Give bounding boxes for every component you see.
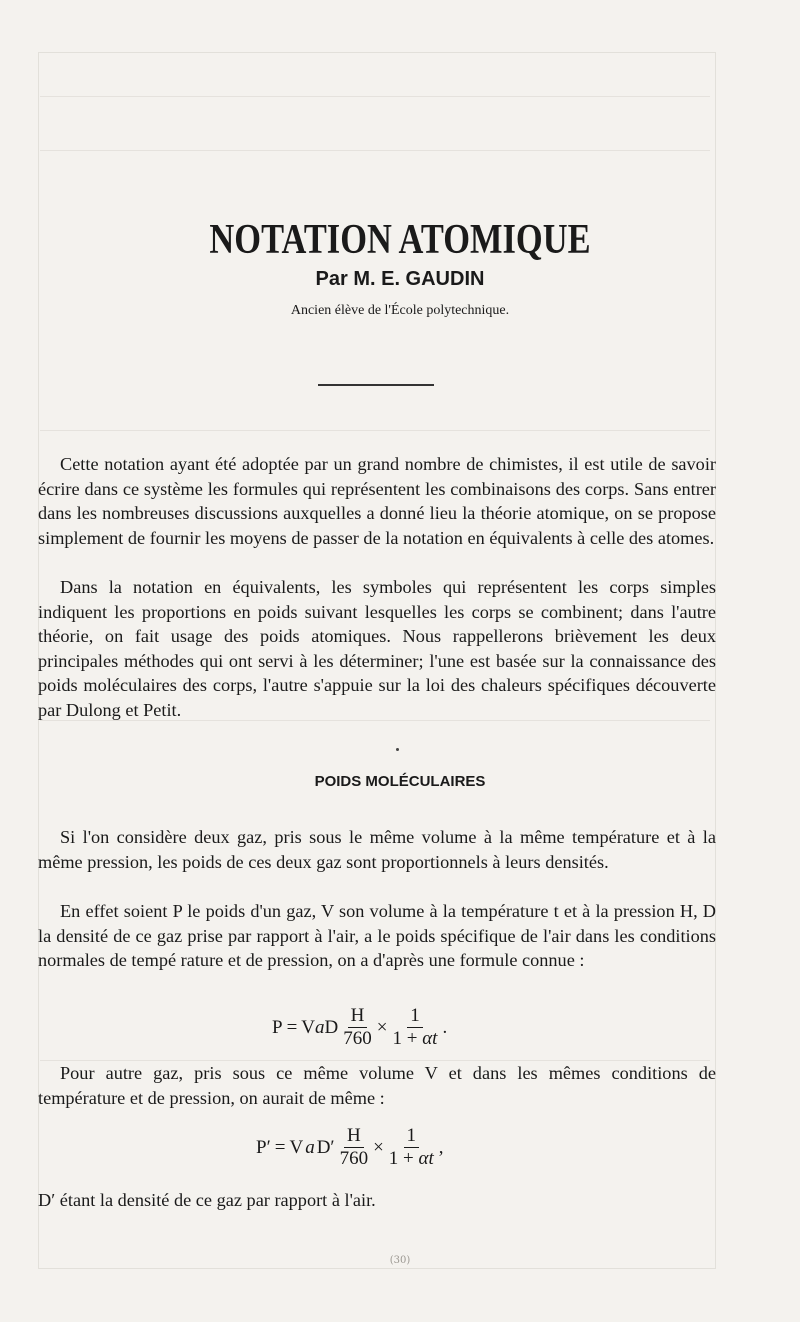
fraction-numerator: H <box>344 1125 364 1148</box>
fraction-numerator: 1 <box>404 1125 420 1148</box>
formula-fraction <box>389 1005 440 1050</box>
formula-operator: × <box>376 1016 388 1038</box>
formula-fraction <box>386 1125 437 1170</box>
formula-term: V <box>301 1016 316 1038</box>
fraction-numerator: H <box>348 1005 368 1028</box>
author-line: Par M. E. GAUDIN <box>315 268 485 290</box>
formula-operator: × <box>373 1136 384 1158</box>
formula-p-prime <box>256 1125 444 1170</box>
page-folio: (30) <box>389 1255 411 1266</box>
denominator-part: αt <box>418 1148 434 1169</box>
formula-operator: = <box>286 1016 298 1038</box>
formula-term: D <box>324 1016 339 1038</box>
fraction-numerator: 1 <box>407 1005 423 1028</box>
denominator-part: αt <box>422 1028 438 1049</box>
denominator-part: 1 + <box>388 1148 419 1169</box>
article-title: NOTATION ATOMIQUE <box>209 217 591 264</box>
formula-punctuation: , <box>438 1136 444 1158</box>
formula-term: P <box>272 1016 283 1038</box>
show-through-line <box>40 96 710 97</box>
fraction-denominator: 760 <box>343 1028 372 1049</box>
formula-term: P′ <box>256 1136 271 1158</box>
fraction-denominator <box>389 1028 440 1050</box>
formula-term: a <box>305 1136 315 1158</box>
formula-term: V <box>289 1136 304 1158</box>
closing-paragraph: D′ étant la densité de ce gaz par rapport à l'air. <box>38 1190 376 1210</box>
section-paragraph-2: En effet soient P le poids d'un gaz, V son volume à la température t et à la pression H, D la densité de ce gaz prise par rapport à l'air, a le poids spécifique de l'air dans les conditions normales de tempé rature et de pression, on a d'après une formule connue : <box>38 901 716 971</box>
section-paragraph-1: Si l'on considère deux gaz, pris sous le même volume à la même température et à la même pression, les poids de ces deux gaz sont proportionnels à leurs densités. <box>38 827 716 872</box>
fraction-denominator <box>386 1148 437 1170</box>
title-divider <box>318 384 434 386</box>
fraction-denominator: 760 <box>339 1148 369 1169</box>
section-heading: POIDS MOLÉCULAIRES <box>314 773 486 790</box>
denominator-part: 1 + <box>392 1028 423 1049</box>
intro-paragraph-2: Dans la notation en équivalents, les symboles qui représentent les corps simples indiquent les proportions en poids suivant lesquelles les corps se combinent; dans l'autre théorie, on fait usage des poids atomiques. Nous rappellerons brièvement les deux principales méthodes qui ont servi à les déterminer; l'une est basée sur la connaissance des poids moléculaires des corps, l'autre s'appuie sur la loi des chaleurs spécifiques découverte par Dulong et Petit. <box>38 577 716 720</box>
formula-p <box>272 1005 447 1050</box>
show-through-line <box>40 150 710 151</box>
formula-term: a <box>315 1016 325 1038</box>
show-through-line <box>40 430 710 431</box>
middle-paragraph: Pour autre gaz, pris sous ce même volume V et dans les mêmes conditions de température et de pression, on aurait de même : <box>38 1063 716 1108</box>
formula-term: D′ <box>316 1136 335 1158</box>
formula-fraction <box>337 1125 372 1170</box>
formula-fraction <box>340 1005 375 1050</box>
author-affiliation: Ancien élève de l'École polytechnique. <box>290 303 510 318</box>
intro-paragraph-1: Cette notation ayant été adoptée par un grand nombre de chimistes, il est utile de savoir écrire dans ce système les formules qui représentent les combinaisons des corps. Sans entrer dans les nombreuses discussions auxquelles a donné lieu la théorie atomique, on se propose simplement de fournir les moyens de passer de la notation en équivalents à celle des atomes. <box>38 454 716 548</box>
formula-operator: = <box>274 1136 286 1158</box>
ornament-dot <box>396 748 399 751</box>
formula-punctuation: . <box>442 1016 448 1038</box>
